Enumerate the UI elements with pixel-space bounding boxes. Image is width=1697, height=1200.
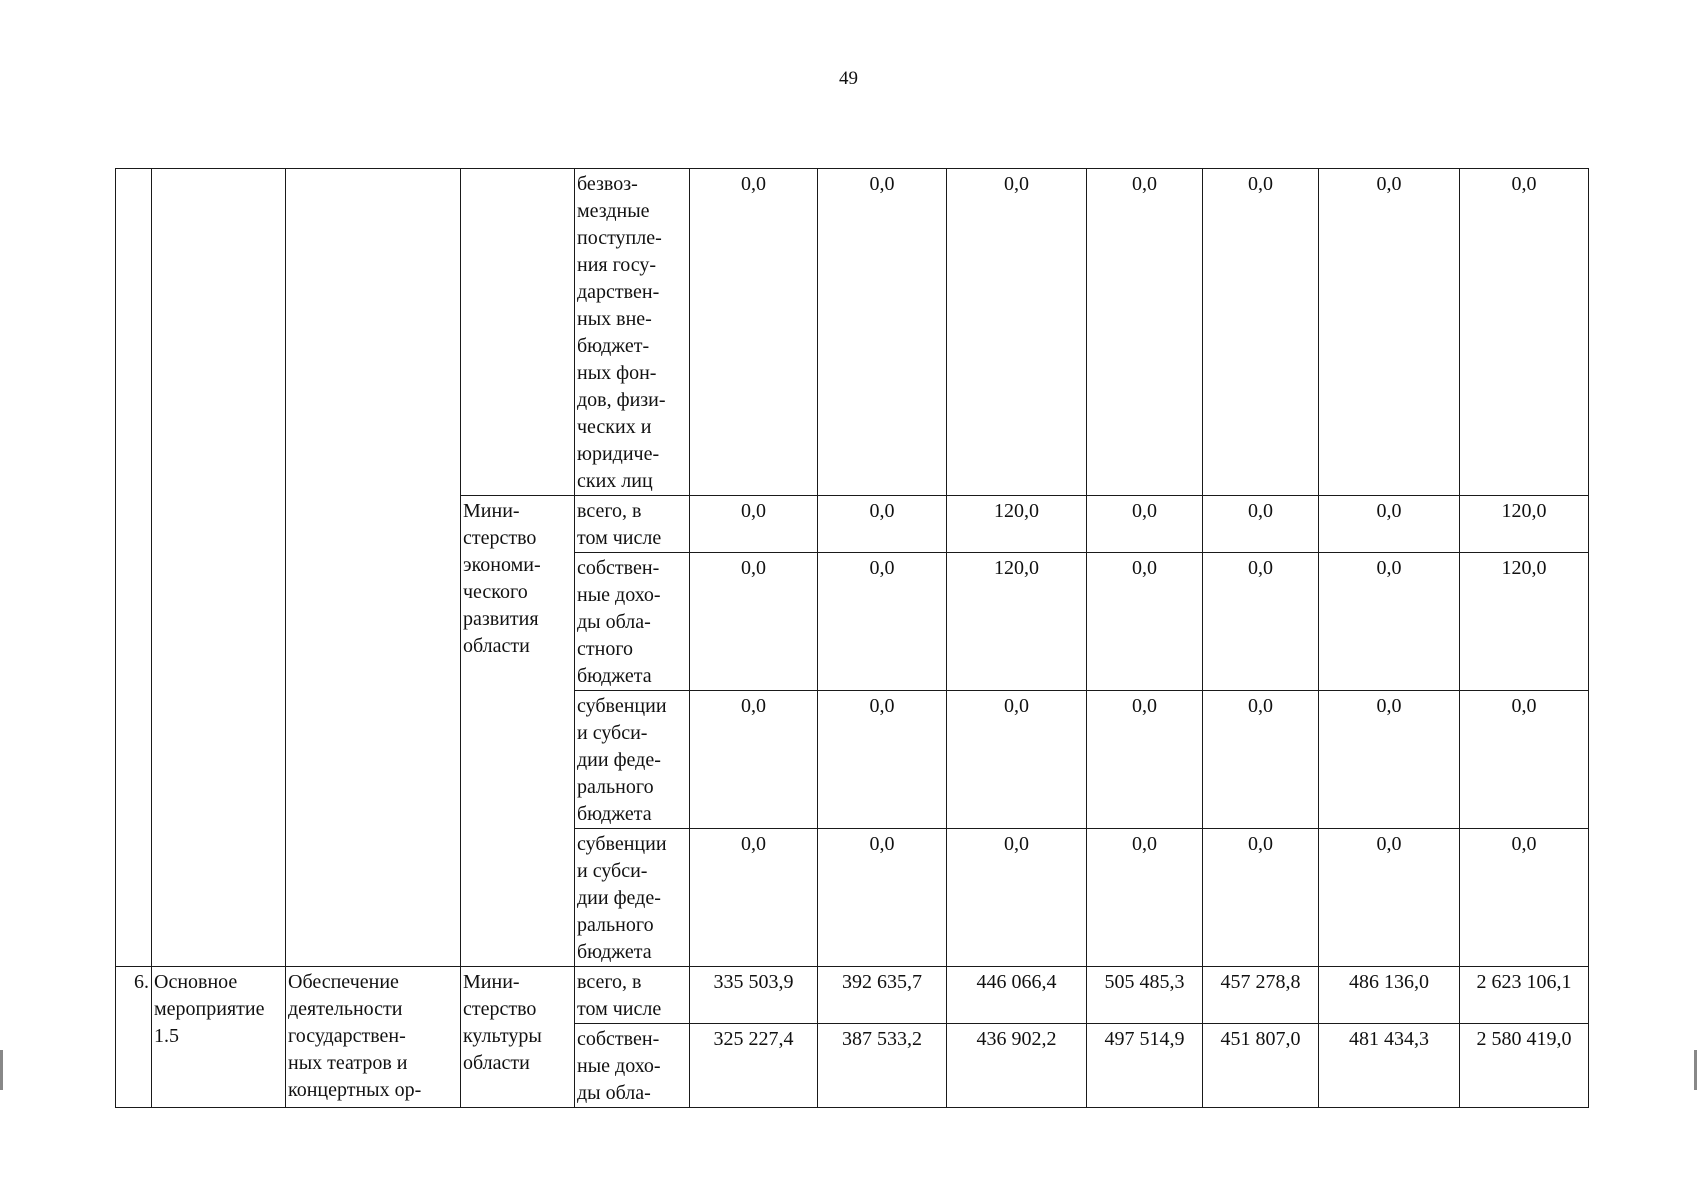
event-name-cell: [286, 169, 461, 967]
row-index-cell: [116, 169, 152, 967]
funding-source-cell: безвоз- мездные поступле- ния госу- дарствен- ных вне- бюджет- ных фон- дов, физи- ческих и юридиче- ских лиц: [575, 169, 690, 496]
value-cell: 0,0: [690, 691, 818, 829]
value-cell: 0,0: [818, 691, 947, 829]
value-cell: 0,0: [1087, 691, 1203, 829]
event-name-cell: Обеспечение деятельности государствен- ных театров и концертных ор-: [286, 967, 461, 1108]
value-cell: 0,0: [1460, 169, 1589, 496]
value-cell: 120,0: [947, 496, 1087, 553]
value-cell: 335 503,9: [690, 967, 818, 1024]
funding-source-cell: собствен- ные дохо- ды обла- стного бюджета: [575, 553, 690, 691]
funding-source-cell: субвенции и субси- дии феде- рального бюджета: [575, 691, 690, 829]
value-cell: 0,0: [1203, 496, 1319, 553]
table-row: [116, 169, 1589, 496]
value-cell: 0,0: [1319, 496, 1460, 553]
value-cell: 2 623 106,1: [1460, 967, 1589, 1024]
value-cell: 0,0: [818, 496, 947, 553]
value-cell: 0,0: [1319, 829, 1460, 967]
value-cell: 457 278,8: [1203, 967, 1319, 1024]
value-cell: 0,0: [1087, 169, 1203, 496]
value-cell: 0,0: [1460, 829, 1589, 967]
value-cell: 2 580 419,0: [1460, 1024, 1589, 1108]
value-cell: 481 434,3: [1319, 1024, 1460, 1108]
scan-edge-mark-left: [0, 1050, 3, 1090]
value-cell: 0,0: [1087, 496, 1203, 553]
value-cell: 0,0: [1203, 691, 1319, 829]
value-cell: 0,0: [1203, 829, 1319, 967]
value-cell: 446 066,4: [947, 967, 1087, 1024]
value-cell: 0,0: [1319, 691, 1460, 829]
value-cell: 0,0: [1319, 169, 1460, 496]
value-cell: 120,0: [947, 553, 1087, 691]
funding-source-cell: всего, в том числе: [575, 496, 690, 553]
value-cell: 0,0: [947, 829, 1087, 967]
value-cell: 451 807,0: [1203, 1024, 1319, 1108]
funding-source-cell: всего, в том числе: [575, 967, 690, 1024]
value-cell: 0,0: [1087, 829, 1203, 967]
value-cell: 0,0: [947, 691, 1087, 829]
executor-cell: [461, 169, 575, 496]
value-cell: 0,0: [818, 169, 947, 496]
value-cell: 0,0: [690, 169, 818, 496]
budget-table: [115, 168, 1589, 1108]
funding-source-cell: субвенции и субси- дии феде- рального бюджета: [575, 829, 690, 967]
value-cell: 0,0: [818, 553, 947, 691]
value-cell: 0,0: [947, 169, 1087, 496]
row-index-cell: 6.: [116, 967, 152, 1108]
value-cell: 392 635,7: [818, 967, 947, 1024]
value-cell: 387 533,2: [818, 1024, 947, 1108]
value-cell: 325 227,4: [690, 1024, 818, 1108]
value-cell: 0,0: [1319, 553, 1460, 691]
value-cell: 120,0: [1460, 496, 1589, 553]
event-cell: [152, 169, 286, 967]
table-row: [116, 967, 1589, 1024]
event-cell: Основное мероприятие 1.5: [152, 967, 286, 1108]
page-number: 49: [839, 68, 858, 89]
value-cell: 0,0: [1087, 553, 1203, 691]
value-cell: 0,0: [1203, 553, 1319, 691]
executor-cell: Мини- стерство культуры области: [461, 967, 575, 1108]
value-cell: 0,0: [690, 829, 818, 967]
value-cell: 0,0: [1203, 169, 1319, 496]
value-cell: 505 485,3: [1087, 967, 1203, 1024]
value-cell: 0,0: [690, 553, 818, 691]
value-cell: 436 902,2: [947, 1024, 1087, 1108]
value-cell: 0,0: [1460, 691, 1589, 829]
funding-source-cell: собствен- ные дохо- ды обла-: [575, 1024, 690, 1108]
value-cell: 0,0: [690, 496, 818, 553]
executor-cell: Мини- стерство экономи- ческого развития области: [461, 496, 575, 967]
value-cell: 497 514,9: [1087, 1024, 1203, 1108]
value-cell: 0,0: [818, 829, 947, 967]
value-cell: 120,0: [1460, 553, 1589, 691]
value-cell: 486 136,0: [1319, 967, 1460, 1024]
